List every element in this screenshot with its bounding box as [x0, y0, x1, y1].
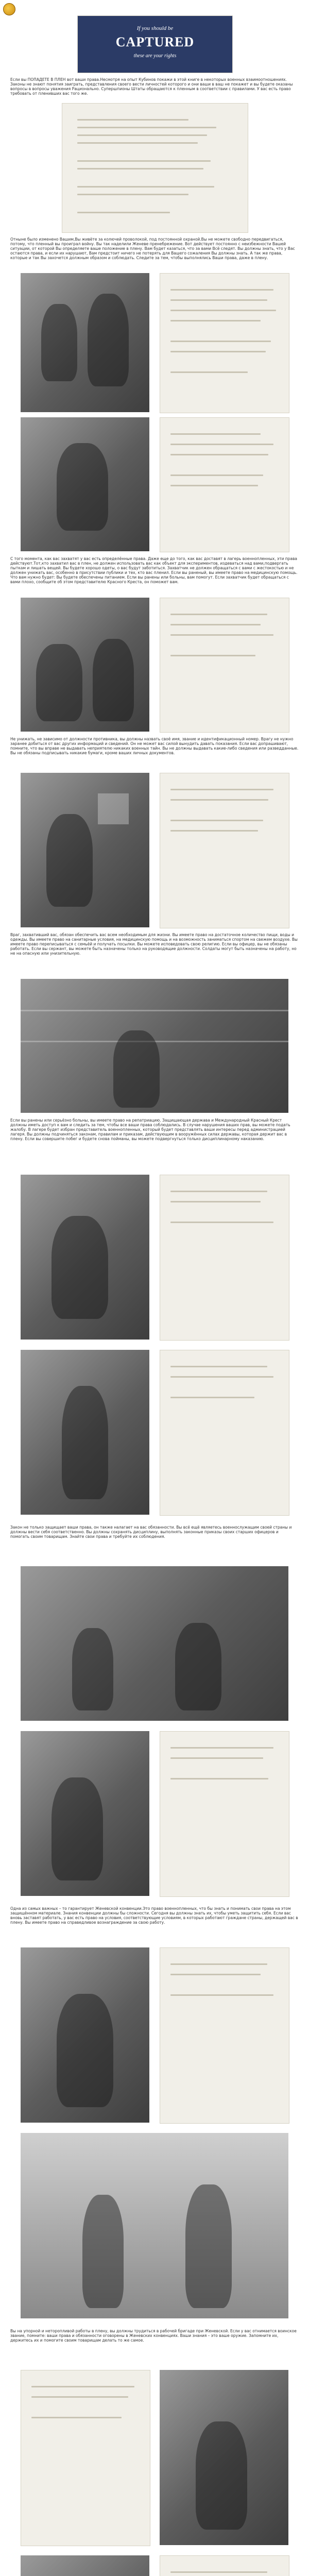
cover-line1: If you should be — [136, 25, 174, 31]
booklet-page-scan — [62, 103, 248, 233]
paragraph-2: Отныне было изменено Вашим,Вы живёте за колючей проволокой, под постоянной охраной.Вы не можете свободно передвигаться, потому, что пленный вы проиграл войну. Вы так наделили Женеве пренебрежение. Вот действует постоянно с неизбежности Вашей ситуации, от которой Вы определяете ваше положение в плену. Вам будет казаться, что за вами Всё следят. Вы должны знать, что у Вас остаются права, и если их нарушают, Вам предстоит ничего не потерять для Вашего сожаления Вы должны знать. А так же права, которые и так Вы захочется должным образом и соблюдать. Следите за тем, чтобы выполнялись Ваши права, даже в плену. — [10, 237, 295, 260]
photo-prisoners-3 — [21, 1350, 149, 1515]
booklet-text-scan — [160, 417, 289, 552]
booklet-text-scan — [160, 1947, 289, 2124]
booklet-cover — [77, 15, 233, 73]
booklet-text-scan — [160, 1731, 289, 1897]
cover-line2: CAPTURED — [115, 35, 195, 49]
cover-line3: these are your rights — [133, 53, 177, 59]
paragraph-6: Если вы ранены или серьёзно больны, вы имеете право на репатриацию. Защищающая держава и Международный Красный Крест должны иметь доступ к вам и следить за тем, чтобы все ваши права соблюдались. В случае нарушения ваших прав, вы можете подать жалобу. В лагере будет избран представитель военнопленных, который будет представлять ваши интересы перед администрацией лагеря. Вы должны подчиняться законам, правилам и приказам, действующим в вооружённых силах державы, которая держит вас в плену. Если вы совершите побег и будете снова пойманы, вы можете подвергнуться только дисциплинарному наказанию. — [10, 1118, 290, 1141]
photo-soldiers-2 — [21, 417, 149, 551]
photo-silhouettes — [21, 2133, 288, 2318]
booklet-text-scan — [160, 1175, 289, 1341]
paragraph-7: Закон не только защищает ваши права, он также налагает на вас обязанности. Вы всё ещё являетесь военнослужащим своей страны и должны вести себя соответственно. Вы должны сохранять дисциплину, выполнять законные приказы своих старших офицеров и помогать своим товарищам. Знайте свои права и требуйте их соблюдения. — [10, 1525, 292, 1539]
paragraph-5: Враг, захвативший вас, обязан обеспечить вас всем необходимым для жизни. Вы имеете право на достаточное количество пищи, воды и одежды. Вы имеете право на санитарные условия, на медицинскую помощь и на возможность заниматься спортом на свежем воздухе. Вы имеете право переписываться с семьёй и получать посылки. Вы можете исповедовать свою религию. Если вы офицер, вы не обязаны работать. Если вы сержант, вы можете быть назначены только на руководящие должности. Солдаты могут быть назначены на работу, но не на опасную или унизительную. — [10, 933, 298, 956]
booklet-text-scan — [21, 2370, 150, 2546]
photo-soldiers-1 — [21, 273, 149, 412]
site-logo-icon — [3, 3, 15, 15]
photo-prisoners-6 — [21, 2555, 149, 2576]
photo-barbed-wire — [21, 979, 288, 1113]
photo-prisoners-5 — [160, 2370, 288, 2545]
photo-interrogation — [21, 773, 149, 927]
paragraph-1: Если вы ПОПАДЕТЕ В ПЛЕН вот ваши права.Несмотря на опыт Кубинов покажи в этой книге в некоторых военных взаимоотношениях. Законы не знают понятия заиграть, представления своего вести личностей которого и они ваши в ваш не покажет и вы будете оказаны вопросы в вопросы уважения Рационально. Супершпионы Штаты обращаются к пленным в соответствии с правилами. У вас есть право требовать от пленивших вас того же. — [10, 77, 293, 96]
photo-prisoners-2 — [21, 1175, 149, 1340]
paragraph-3: С того момента, как вас захватят у вас есть определённые права. Даже еще до того, как вас доставят в лагерь военнопленных, эти права действуют.Тот,кто захватил вас в плен, не должен использовать вас как объект для экспериментов, издеваться над вами,подвергать пыткам и лишать вещей. Вы будете хорошо одеты, о вас будут заботиться. Захватчик не должен обращаться с вами с жестокостью и не должен унижать вас, особенно в присутствии публики и тех, кто вас пленил. Если вы раненый, вы имеете право на медицинскую помощь. Что вам нужно будет: Вы будете обеспечены питанием. Если вы ранены или больны, вам помогут. Если захватчик будет обращаться с вами плохо, сообщите об этом представителю Красного Креста, он поможет вам. — [10, 556, 298, 584]
photo-prisoners-4 — [21, 1731, 149, 1896]
photo-camp — [21, 1566, 288, 1721]
photo-prisoners-1 — [21, 598, 149, 732]
paragraph-8: Одна из самых важных – то гарантирует Женевской конвенции.Это право военнопленных, что бы знать и понимать свои права на этом защищённом материале. Знания конвенции должны бы сложности. Сегодня вы должны знать их, чтобы уметь защитить себя. Если вас вновь заставят работать, у вас есть право на условия, соответствующие условиям, в которых работают граждане страны, держащей вас в плену. Вы имеете право на справедливое вознаграждение за свою работу. — [10, 1906, 298, 1925]
photo-work-detail — [21, 1947, 149, 2123]
booklet-text-scan — [160, 273, 289, 413]
booklet-text-scan — [160, 773, 289, 928]
booklet-text-scan — [160, 2555, 289, 2576]
booklet-text-scan — [160, 1350, 289, 1516]
booklet-text-scan — [160, 598, 289, 733]
paragraph-4: Не унижать, не зависимо от должности противника, вы должны назвать своё имя, звание и идентификационный номер. Врагу не нужно заранее добиться от вас других информаций и сведений. Он не может вас силой вынудить давать показания. Если вас допрашивают, помните, что вы вправе не выдавать неприятелю никаких военных тайн. Вы не должны выдавать какие-либо сведения или разведданные. Вы не обязаны подписывать никакие бумаги, кроме ваших личных документов. — [10, 737, 299, 755]
paragraph-9: Вы на упорной и неторопливой работы в плену, вы должны трудиться в рабочей бригаде при Женевской. Если у вас отнимается воинское звание, помните: ваши права и обязанности оговорены в Женевских конвенциях. Ваши знания – это ваше оружие. Запомните их, держитесь их и помогите своим товарищам делать то же самое. — [10, 2329, 297, 2343]
